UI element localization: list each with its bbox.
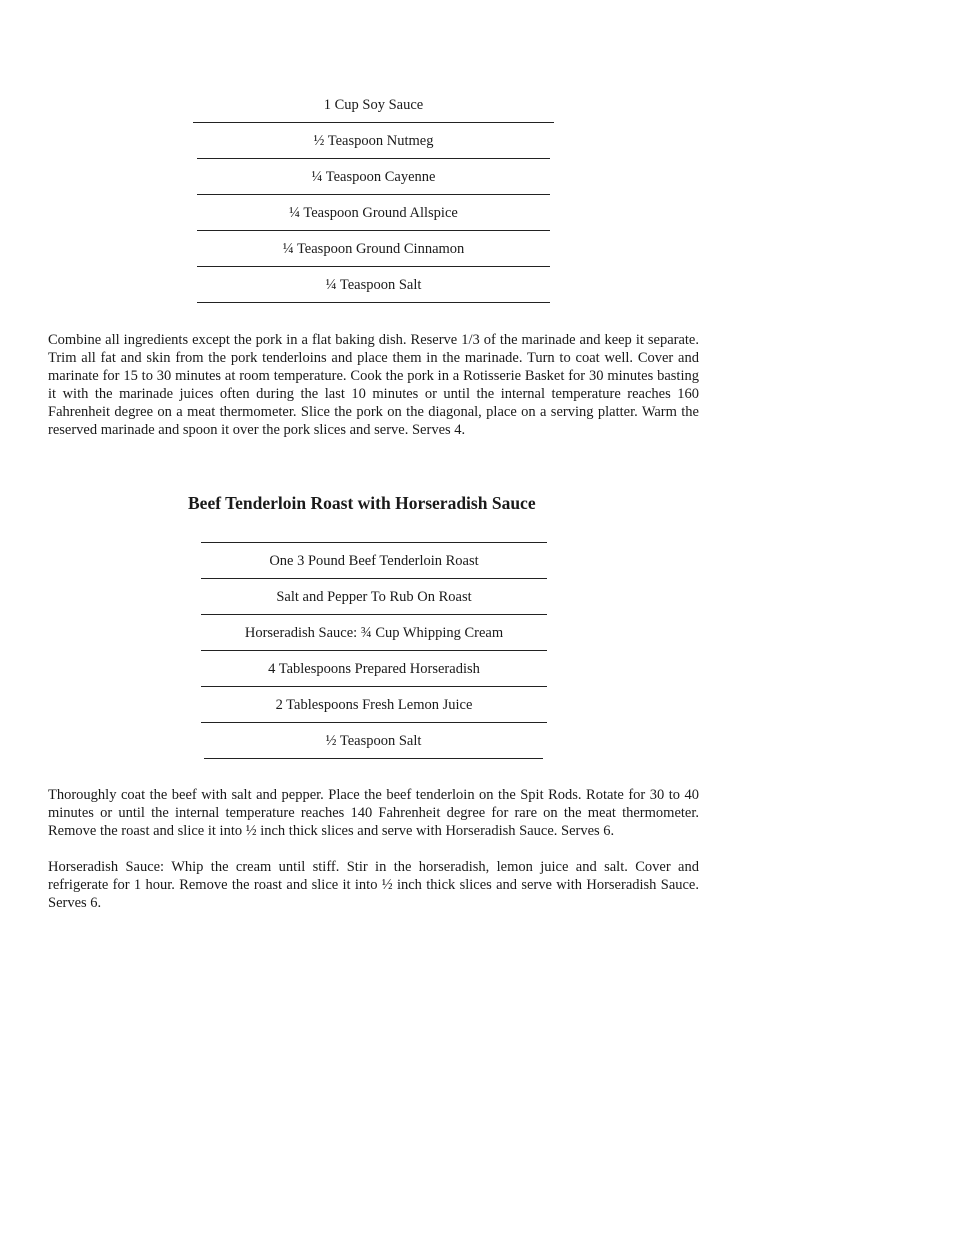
ingredient-row: Salt and Pepper To Rub On Roast bbox=[201, 579, 547, 615]
ingredient-row: ¼ Teaspoon Ground Allspice bbox=[197, 195, 550, 231]
marinade-instructions: Combine all ingredients except the pork in a flat baking dish. Reserve 1/3 of the marinade and keep it separate. Trim all fat and skin from the pork tenderloins and place them in the marinade. Turn to coat well. Cover and marinate for 15 to 30 minutes at room temperature. Cook the pork in a Rotisserie Basket for 30 minutes basting it with the marinade juices often during the last 10 minutes or until the internal temperature reaches 160 Fahrenheit degree on a meat thermometer. Slice the pork on the diagonal, place on a serving platter. Warm the reserved marinade and spoon it over the pork slices and serve. Serves 4. bbox=[48, 332, 699, 438]
ingredient-row: ¼ Teaspoon Cayenne bbox=[197, 159, 550, 195]
recipe-title: Beef Tenderloin Roast with Horseradish Sauce bbox=[188, 493, 536, 513]
ingredient-list-marinade bbox=[197, 87, 550, 303]
ingredient-row: ¼ Teaspoon Ground Cinnamon bbox=[197, 231, 550, 267]
ingredient-row: ½ Teaspoon Salt bbox=[204, 723, 543, 759]
ingredient-row: 2 Tablespoons Fresh Lemon Juice bbox=[201, 687, 547, 723]
ingredient-row: ½ Teaspoon Nutmeg bbox=[197, 123, 550, 159]
ingredient-row: Horseradish Sauce: ¾ Cup Whipping Cream bbox=[201, 615, 547, 651]
beef-instructions: Thoroughly coat the beef with salt and pepper. Place the beef tenderloin on the Spit Rods. Rotate for 30 to 40 minutes or until the internal temperature reaches 140 Fahrenheit degree for rare on the meat thermometer. Remove the roast and slice it into ½ inch thick slices and serve with Horseradish Sauce. Serves 6. bbox=[48, 787, 699, 839]
ingredient-row: 4 Tablespoons Prepared Horseradish bbox=[201, 651, 547, 687]
ingredient-row: One 3 Pound Beef Tenderloin Roast bbox=[201, 543, 547, 579]
sauce-instructions: Horseradish Sauce: Whip the cream until stiff. Stir in the horseradish, lemon juice and salt. Cover and refrigerate for 1 hour. Remove the roast and slice it into ½ inch thick slices and serve with Horseradish Sauce. Serves 6. bbox=[48, 859, 699, 911]
ingredient-list-beef bbox=[201, 542, 547, 759]
ingredient-row: 1 Cup Soy Sauce bbox=[193, 87, 554, 123]
ingredient-row: ¼ Teaspoon Salt bbox=[197, 267, 550, 303]
